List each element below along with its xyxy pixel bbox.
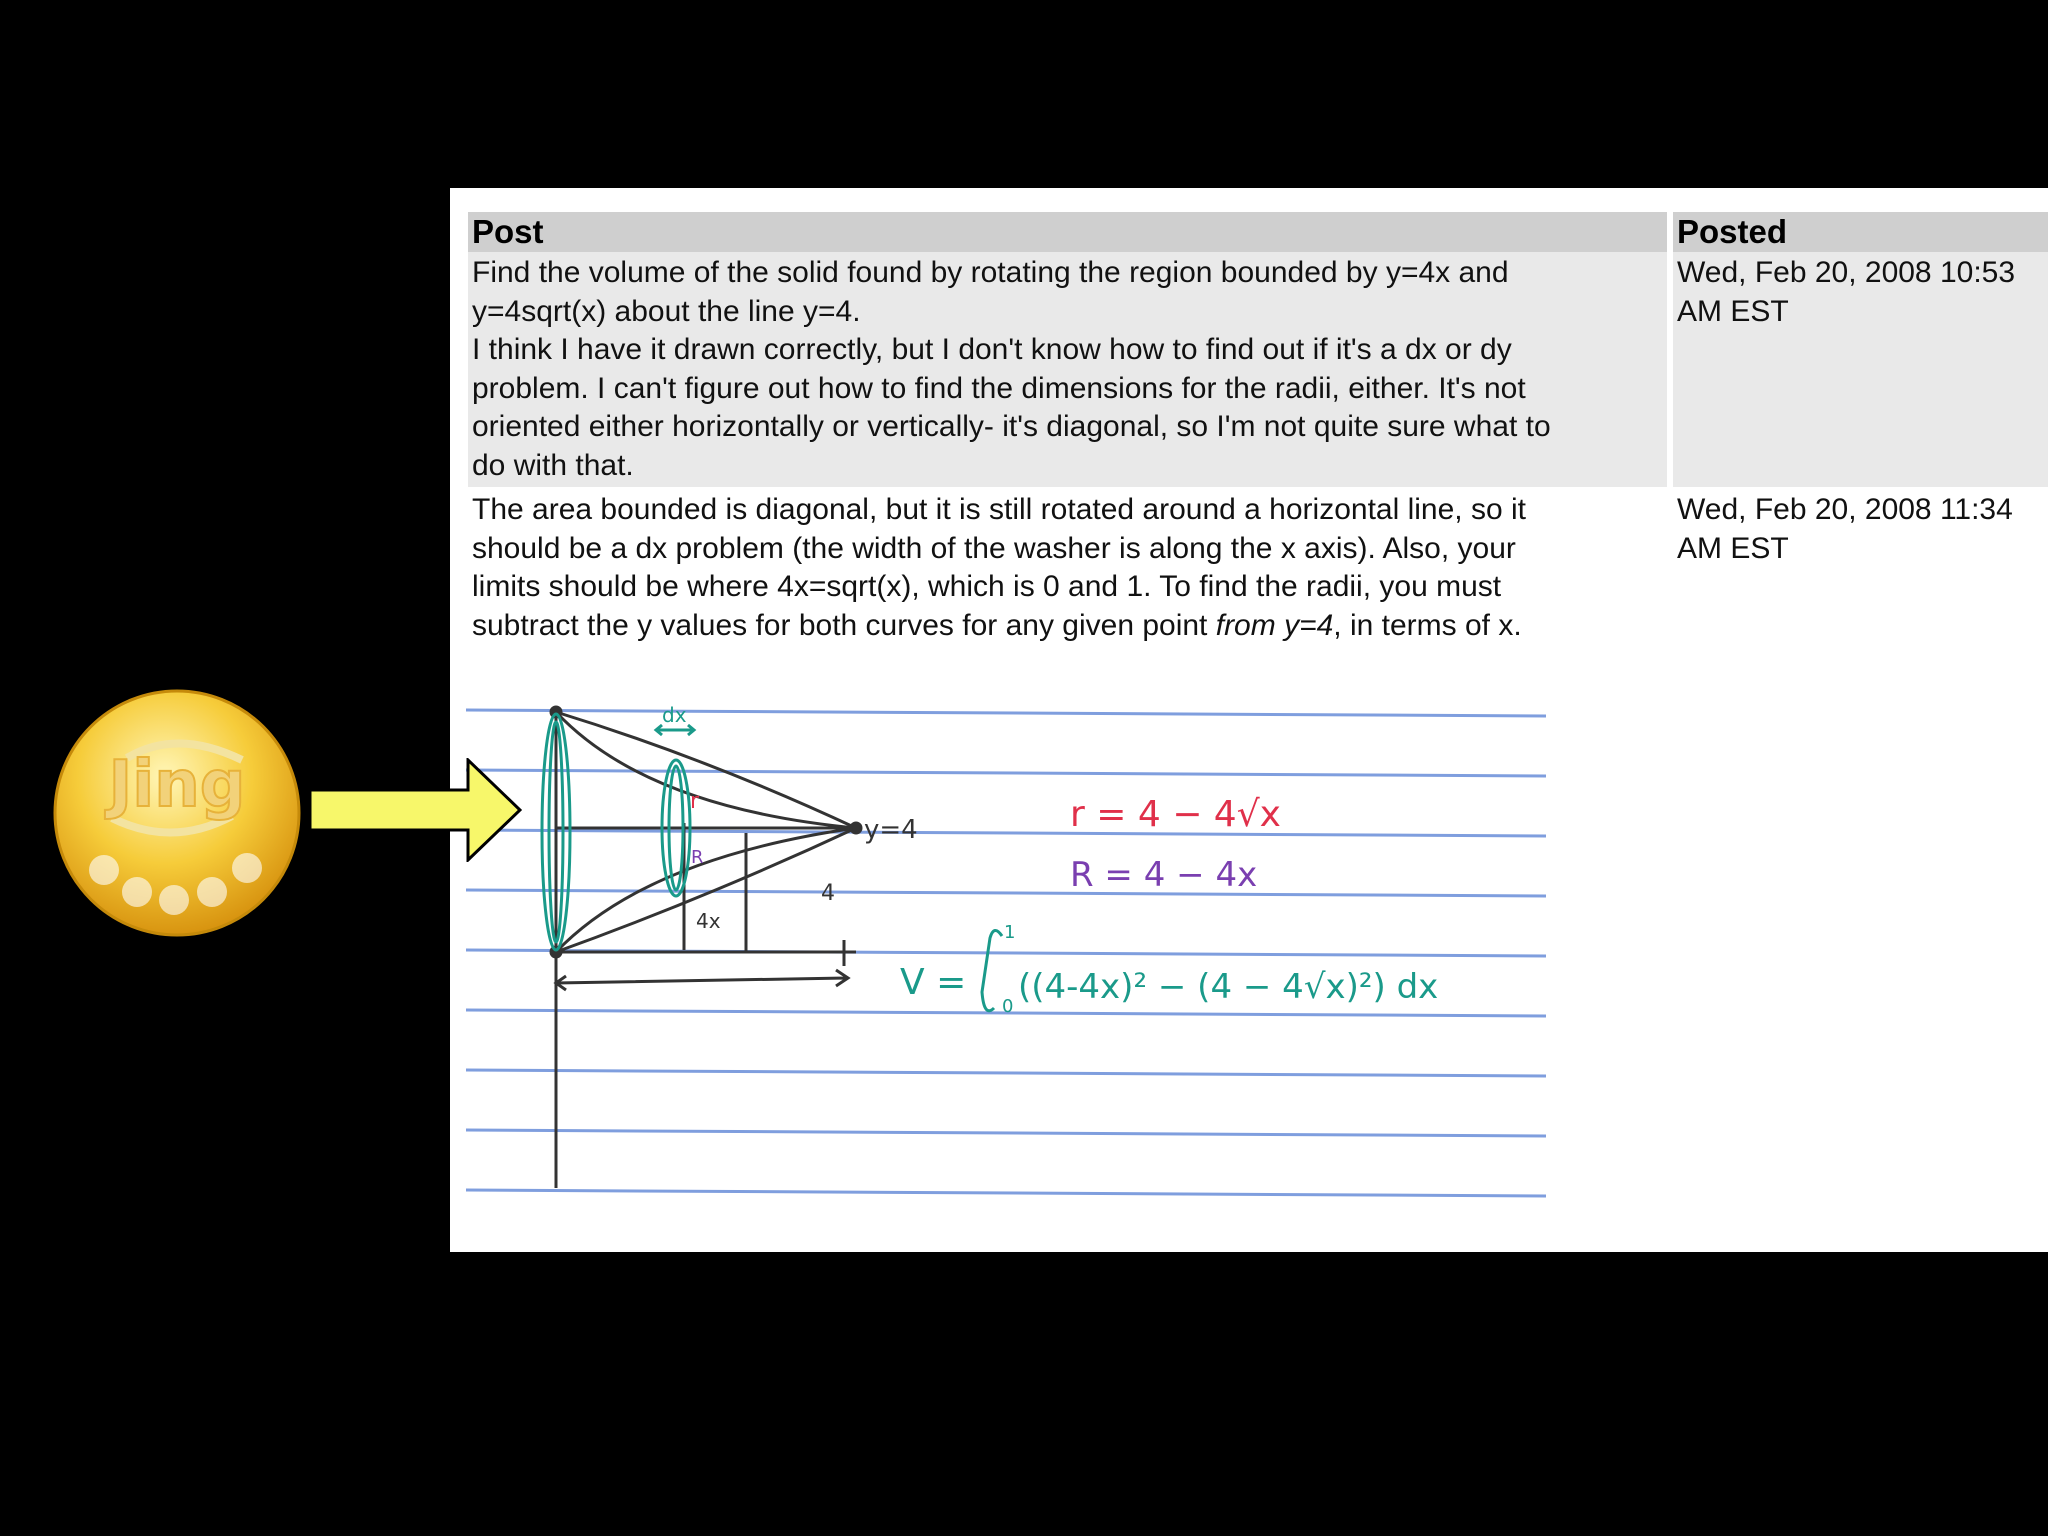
label-dx: dx — [662, 703, 687, 727]
post-line: should be a dx problem (the width of the washer is along the x axis). Also, your — [472, 531, 1516, 565]
post-line: do with that. — [472, 448, 634, 482]
column-header-post: Post — [468, 212, 1670, 252]
column-header-posted: Posted — [1670, 212, 2048, 252]
arrow-right-icon — [308, 758, 522, 862]
post-text: subtract the y values for both curves for any given point — [472, 608, 1216, 642]
forum-post-panel — [450, 188, 2048, 1252]
post-body — [468, 487, 1670, 647]
forum-table — [468, 212, 2048, 647]
post-line: oriented either horizontally or vertically- it's diagonal, so I'm not quite sure what to — [472, 410, 1551, 443]
equation-r: r = 4 − 4√x — [1070, 794, 1281, 835]
jing-logo-icon[interactable] — [52, 688, 302, 938]
label-4x: 4x — [696, 909, 721, 933]
post-line: y=4sqrt(x) about the line y=4. — [472, 294, 861, 328]
label-y4: y=4 — [864, 815, 918, 845]
post-line — [472, 607, 1663, 646]
table-row — [468, 252, 2048, 487]
posted-date — [1670, 487, 2048, 647]
post-line: limits should be where 4x=sqrt(x), which is 0 and 1. To find the radii, you must — [472, 570, 1502, 603]
post-text: , in terms of x. — [1333, 608, 1522, 642]
table-row — [468, 487, 2048, 647]
equation-V-prefix: V = — [900, 962, 967, 1003]
integral-sign — [982, 930, 1002, 1010]
posted-line: Wed, Feb 20, 2008 11:34 — [1677, 493, 2013, 526]
posted-line: AM EST — [1677, 294, 1789, 328]
equation-V-body: ((4-4x)² − (4 − 4√x)²) dx — [1018, 967, 1439, 1007]
post-line: The area bounded is diagonal, but it is still rotated around a horizontal line, so it — [472, 493, 1526, 526]
sketch-ink — [551, 707, 861, 1188]
posted-date — [1670, 252, 2048, 487]
posted-line: Wed, Feb 20, 2008 10:53 — [1677, 256, 2016, 289]
post-body — [468, 252, 1670, 487]
post-line: Find the volume of the solid found by rotating the region bounded by y=4x and — [472, 256, 1509, 289]
label-small-R: R — [691, 847, 704, 868]
posted-line: AM EST — [1677, 531, 1789, 565]
table-header-row — [468, 212, 2048, 252]
handwritten-drawing — [466, 688, 1556, 1228]
post-emphasis: from y=4 — [1215, 608, 1334, 642]
integral-lower: 0 — [1002, 996, 1014, 1017]
post-line: problem. I can't figure out how to find the dimensions for the radii, either. It's not — [472, 371, 1526, 405]
label-small-r: r — [690, 789, 700, 814]
equation-R: R = 4 − 4x — [1070, 855, 1258, 895]
integral-upper: 1 — [1004, 922, 1016, 943]
jing-logo-text: Jing — [108, 748, 246, 822]
post-line: I think I have it drawn correctly, but I don't know how to find out if it's a dx or dy — [472, 333, 1512, 366]
label-4: 4 — [821, 881, 835, 906]
